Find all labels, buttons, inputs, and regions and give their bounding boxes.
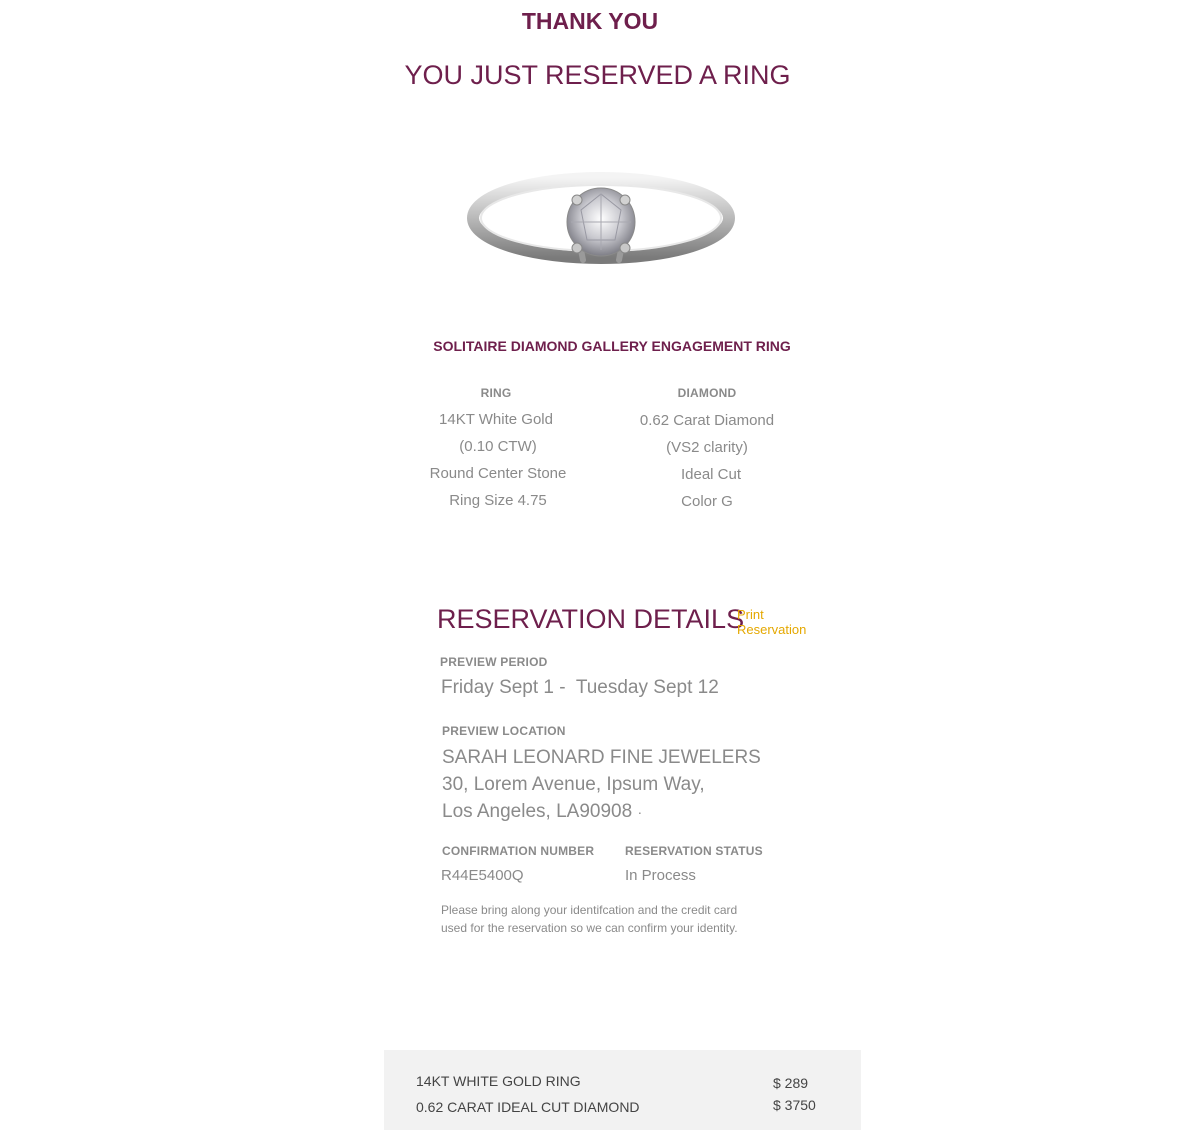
preview-period-value: Friday Sept 1 - Tuesday Sept 12 <box>441 677 719 698</box>
note-line: used for the reservation so we can confirm your identity. <box>441 921 738 935</box>
summary-item-name: 14KT WHITE GOLD RING <box>416 1073 581 1089</box>
ring-detail-line: Round Center Stone <box>429 465 567 482</box>
summary-item-price: $ 289 <box>773 1075 809 1091</box>
order-summary <box>384 1050 861 1130</box>
status-badge: In Process <box>625 867 696 884</box>
diamond-detail-line: (VS2 clarity) <box>666 439 748 456</box>
diamond-detail-line: 0.62 Carat Diamond <box>639 412 775 429</box>
location-line: 30, Lorem Avenue, Ipsum Way, <box>442 774 705 795</box>
identity-note <box>441 901 738 937</box>
summary-item-price: $ 3750 <box>773 1097 816 1113</box>
ring-detail-line: 14KT White Gold <box>439 411 553 428</box>
status-label: RESERVATION STATUS <box>625 844 763 858</box>
ring-heading: RING <box>480 386 512 400</box>
print-link-line: Reservation <box>737 622 807 637</box>
location-suffix: · <box>637 804 643 820</box>
product-name: SOLITAIRE DIAMOND GALLERY ENGAGEMENT RING <box>433 338 791 354</box>
location-line: SARAH LEONARD FINE JEWELERS <box>442 747 761 768</box>
note-line: Please bring along your identifcation and the credit card <box>441 903 738 917</box>
summary-item-name: 0.62 CARAT IDEAL CUT DIAMOND <box>416 1099 640 1115</box>
diamond-detail-line: Ideal Cut <box>680 466 742 483</box>
location-city: Los Angeles, LA90908 <box>442 801 633 822</box>
reservation-title: RESERVATION DETAILS <box>437 604 745 634</box>
print-reservation-link[interactable] <box>737 607 806 637</box>
ring-icon <box>465 160 737 280</box>
ring-detail-line: (0.10 CTW) <box>459 438 537 455</box>
thank-you-heading: THANK YOU <box>521 8 659 34</box>
preview-period-label: PREVIEW PERIOD <box>440 655 548 669</box>
confirmation-number: R44E5400Q <box>441 867 524 884</box>
page-title: YOU JUST RESERVED A RING <box>404 60 791 90</box>
location-line <box>442 801 642 823</box>
diamond-heading: DIAMOND <box>677 386 737 400</box>
ring-image <box>465 160 737 280</box>
diamond-detail-line: Color G <box>681 493 733 510</box>
print-link-line: Print <box>737 607 764 622</box>
confirmation-label: CONFIRMATION NUMBER <box>442 844 595 858</box>
ring-detail-line: Ring Size 4.75 <box>449 492 547 509</box>
preview-location-label: PREVIEW LOCATION <box>442 724 566 738</box>
